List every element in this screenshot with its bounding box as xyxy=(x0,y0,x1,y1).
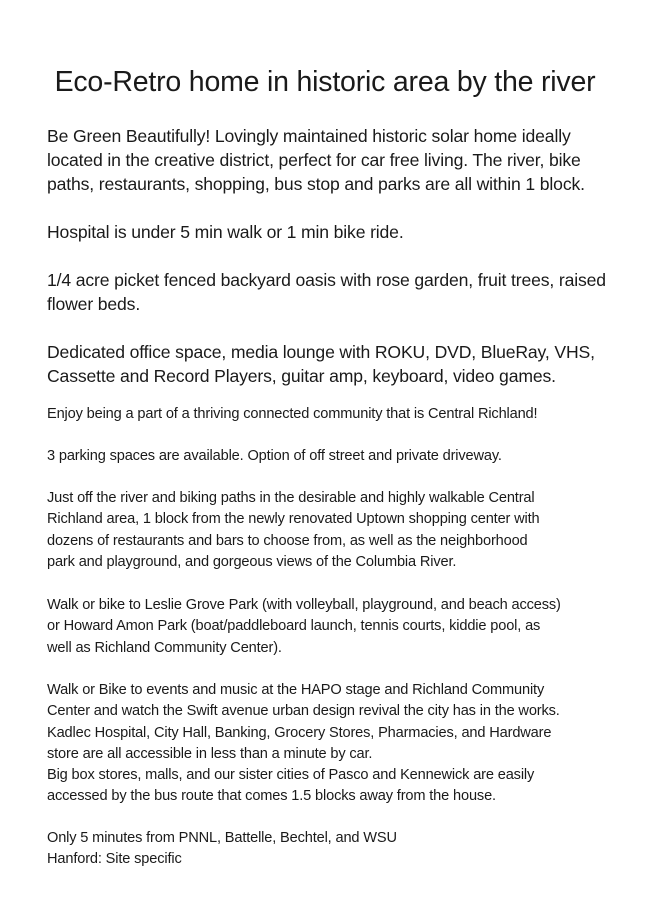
location-line-3: dozens of restaurants and bars to choose from, as well as the neighborhood xyxy=(47,532,528,549)
backyard-paragraph xyxy=(47,268,627,316)
backyard-line-2: flower beds. xyxy=(47,294,141,314)
parks-line-2: or Howard Amon Park (boat/paddleboard launch, tennis courts, kiddie pool, as xyxy=(47,618,541,635)
parking-paragraph xyxy=(47,446,627,467)
events-line-2: Center and watch the Swift avenue urban design revival the city has in the works. xyxy=(47,703,560,720)
location-line-4: park and playground, and gorgeous views of the Columbia River. xyxy=(47,553,457,570)
intro-line-1: Be Green Beautifully! Lovingly maintained historic solar home ideally xyxy=(47,126,571,146)
office-line-1: Dedicated office space, media lounge with ROKU, DVD, BlueRay, VHS, xyxy=(47,342,595,362)
location-paragraph xyxy=(47,488,627,573)
community-line: Enjoy being a part of a thriving connected community that is Central Richland! xyxy=(47,406,538,422)
backyard-line-1: 1/4 acre picket fenced backyard oasis with rose garden, fruit trees, raised xyxy=(47,270,606,290)
events-line-3: Kadlec Hospital, City Hall, Banking, Grocery Stores, Pharmacies, and Hardware xyxy=(47,724,552,741)
location-line-2: Richland area, 1 block from the newly renovated Uptown shopping center with xyxy=(47,511,540,528)
parks-paragraph xyxy=(47,595,627,659)
intro-line-3: paths, restaurants, shopping, bus stop and parks are all within 1 block. xyxy=(47,174,585,194)
community-paragraph xyxy=(47,404,627,425)
office-paragraph xyxy=(47,340,627,388)
hospital-line: Hospital is under 5 min walk or 1 min bike ride. xyxy=(47,222,404,242)
intro-line-2: located in the creative district, perfect for car free living. The river, bike xyxy=(47,150,581,170)
location-line-1: Just off the river and biking paths in the desirable and highly walkable Central xyxy=(47,490,535,506)
employers-paragraph xyxy=(47,828,627,871)
employers-line-2: Hanford: Site specific xyxy=(47,851,182,868)
events-line-1: Walk or Bike to events and music at the HAPO stage and Richland Community xyxy=(47,682,545,698)
intro-paragraph xyxy=(47,124,627,196)
employers-line-1: Only 5 minutes from PNNL, Battelle, Bechtel, and WSU xyxy=(47,830,397,846)
events-line-5: Big box stores, malls, and our sister cities of Pasco and Kennewick are easily xyxy=(47,767,535,784)
events-line-4: store are all accessible in less than a minute by car. xyxy=(47,745,373,762)
events-line-6: accessed by the bus route that comes 1.5 blocks away from the house. xyxy=(47,788,496,805)
parking-line: 3 parking spaces are available. Option of off street and private driveway. xyxy=(47,448,502,464)
office-line-2: Cassette and Record Players, guitar amp, keyboard, video games. xyxy=(47,366,556,386)
page-title: Eco-Retro home in historic area by the river xyxy=(54,66,596,98)
parks-line-1: Walk or bike to Leslie Grove Park (with volleyball, playground, and beach access) xyxy=(47,597,561,613)
hospital-paragraph xyxy=(47,220,627,244)
parks-line-3: well as Richland Community Center). xyxy=(47,639,282,656)
events-paragraph xyxy=(47,680,627,808)
